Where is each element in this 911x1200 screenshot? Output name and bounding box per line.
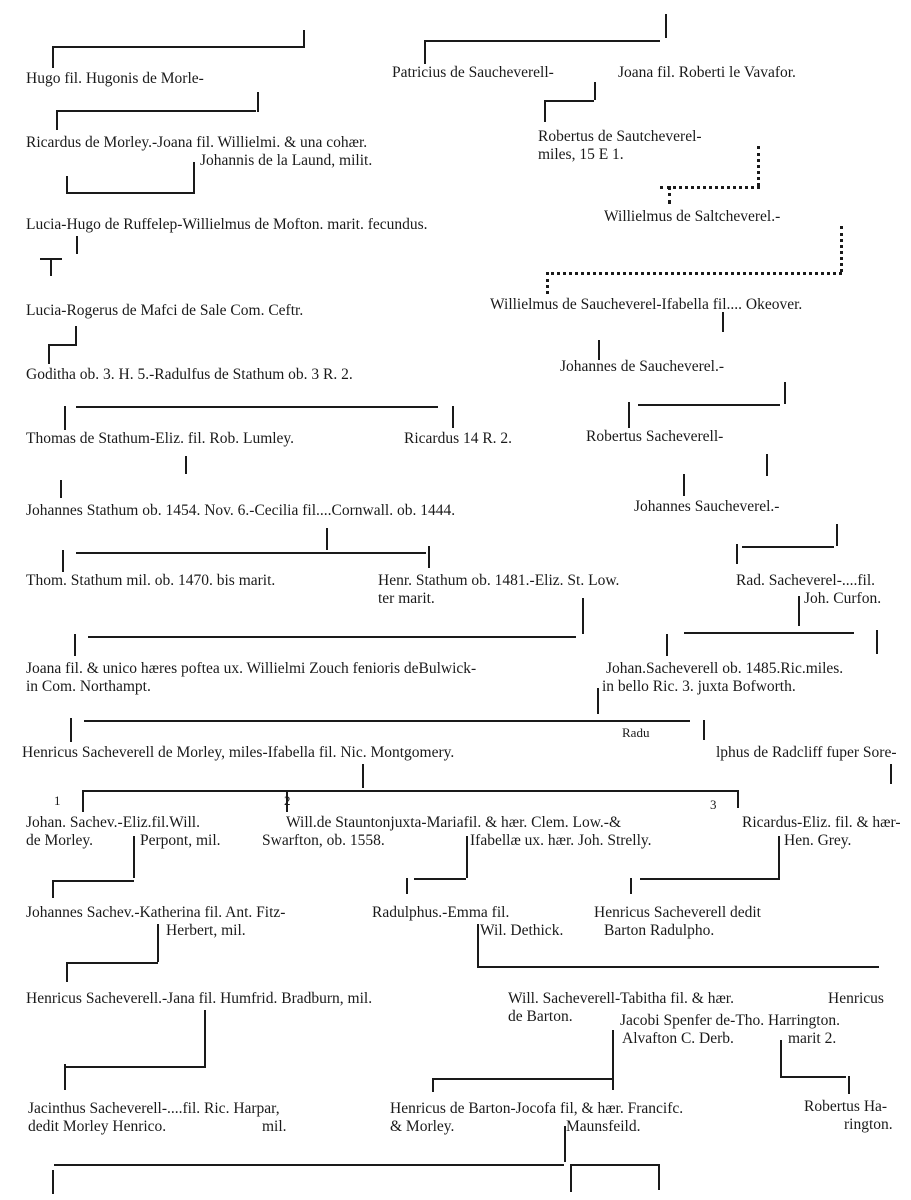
child-number-2: 2 bbox=[284, 793, 291, 808]
connector-line bbox=[798, 596, 800, 626]
dotted-connector bbox=[660, 186, 760, 189]
connector-line bbox=[76, 406, 438, 408]
couple-rad-sacheverel-note: Joh. Curfon. bbox=[804, 590, 882, 607]
dotted-connector bbox=[840, 226, 843, 272]
connector-line bbox=[52, 46, 304, 48]
child-number-1: 1 bbox=[54, 793, 61, 808]
couple-jacinthus-sacheverell: Jacinthus Sacheverell-....fil. Ric. Harpar, bbox=[28, 1100, 280, 1117]
couple-will-sacheverell-note: de Barton. bbox=[508, 1008, 573, 1025]
connector-line bbox=[597, 688, 599, 714]
couple-thomas-de-stathum: Thomas de Stathum-Eliz. fil. Rob. Lumley. bbox=[26, 430, 295, 447]
connector-line bbox=[66, 192, 194, 194]
couple-henricus-de-barton-note: & Morley. bbox=[390, 1118, 455, 1135]
connector-line bbox=[54, 1164, 564, 1166]
dotted-connector bbox=[668, 186, 671, 204]
connector-line bbox=[452, 406, 454, 428]
connector-line bbox=[477, 966, 879, 968]
couple-will-de-staunton-note: Swarfton, ob. 1558. bbox=[262, 832, 385, 849]
connector-line bbox=[778, 836, 780, 878]
connector-line bbox=[204, 1010, 206, 1066]
connector-line bbox=[88, 636, 576, 638]
couple-jacinthus-note: dedit Morley Henrico. bbox=[28, 1118, 167, 1135]
person-radulphus-fragment: Radu bbox=[622, 725, 650, 740]
person-johannes-de-saucheverel: Johannes de Saucheverel.- bbox=[560, 358, 724, 375]
couple-tabitha-note: Alvafton C. Derb. bbox=[622, 1030, 734, 1047]
couple-willielmus-ifabella: Willielmus de Saucheverel-Ifabella fil.... Okeover. bbox=[490, 296, 803, 313]
couple-harrington-note: marit 2. bbox=[788, 1030, 837, 1047]
couple-joana-zouch-note: in Com. Northampt. bbox=[26, 678, 151, 695]
connector-line bbox=[133, 836, 135, 878]
connector-line bbox=[414, 878, 466, 880]
connector-line bbox=[52, 46, 54, 68]
couple-ricardus-note: Johannis de la Laund, milit. bbox=[200, 152, 373, 169]
person-robertus-sacheverell: Robertus Sacheverell- bbox=[586, 428, 724, 445]
connector-line bbox=[185, 456, 187, 474]
person-willielmus-de-saltcheverel: Willielmus de Saltcheverel.- bbox=[604, 208, 781, 225]
connector-line bbox=[780, 1040, 782, 1078]
person-robertus-harington-note: rington. bbox=[844, 1116, 893, 1133]
couple-ricardus-de-morley: Ricardus de Morley.-Joana fil. Willielmi. & una cohær. bbox=[26, 134, 368, 151]
person-henricus-right: Henricus bbox=[828, 990, 884, 1007]
connector-line bbox=[640, 878, 780, 880]
connector-line bbox=[424, 40, 660, 42]
connector-line bbox=[598, 340, 600, 360]
connector-line bbox=[594, 82, 596, 100]
connector-line bbox=[784, 382, 786, 404]
connector-line bbox=[630, 878, 632, 894]
child-number-3: 3 bbox=[710, 797, 717, 812]
connector-line bbox=[612, 1030, 614, 1090]
couple-will-sacheverell-tabitha: Will. Sacheverell-Tabitha fil. & hær. bbox=[508, 990, 734, 1007]
couple-rad-sacheverel: Rad. Sacheverel-....fil. bbox=[736, 572, 876, 589]
connector-line bbox=[64, 1064, 66, 1090]
family-lucia-hugo: Lucia-Hugo de Ruffelep-Willielmus de Mofton. marit. fecundus. bbox=[26, 216, 428, 233]
dotted-connector bbox=[546, 272, 842, 275]
person-joana-le-vavasor: Joana fil. Roberti le Vavafor. bbox=[618, 64, 796, 81]
couple-jocosa-note: Maunsfeild. bbox=[566, 1118, 641, 1135]
person-robertus-de-sautcheverel: Robertus de Sautcheverel- bbox=[538, 128, 702, 145]
connector-line bbox=[570, 1164, 572, 1192]
connector-line bbox=[703, 720, 705, 740]
couple-johan-sachev-note: de Morley. bbox=[26, 832, 94, 849]
connector-line bbox=[257, 92, 259, 112]
connector-line bbox=[52, 880, 54, 898]
connector-line bbox=[665, 14, 667, 38]
connector-line bbox=[52, 1170, 54, 1194]
connector-line bbox=[66, 962, 68, 982]
person-ricardus: Ricardus 14 R. 2. bbox=[404, 430, 513, 447]
connector-line bbox=[52, 880, 134, 882]
connector-line bbox=[66, 962, 158, 964]
couple-joana-zouch: Joana fil. & unico hæres poftea ux. Willielmi Zouch fenioris deBulwick- bbox=[26, 660, 477, 677]
connector-line bbox=[193, 162, 195, 194]
person-henricus-sacheverell-dedit: Henricus Sacheverell dedit bbox=[594, 904, 761, 921]
person-radulphus-de-radcliff: lphus de Radcliff fuper Sore- bbox=[716, 744, 897, 761]
connector-line bbox=[70, 718, 72, 742]
connector-line bbox=[876, 630, 878, 654]
couple-johannes-stathum: Johannes Stathum ob. 1454. Nov. 6.-Cecilia fil....Cornwall. ob. 1444. bbox=[26, 502, 456, 519]
connector-line bbox=[326, 528, 328, 550]
couple-emma-note: Wil. Dethick. bbox=[480, 922, 564, 939]
person-johan-sacheverell-note: in bello Ric. 3. juxta Bofworth. bbox=[602, 678, 796, 695]
couple-henricus-jana: Henricus Sacheverell.-Jana fil. Humfrid. Bradburn, mil. bbox=[26, 990, 373, 1007]
connector-line bbox=[780, 1076, 846, 1078]
connector-line bbox=[76, 552, 426, 554]
connector-line bbox=[56, 110, 256, 112]
connector-line bbox=[890, 764, 892, 784]
connector-line bbox=[742, 546, 834, 548]
connector-line bbox=[766, 454, 768, 476]
person-patricius-de-saucheverell: Patricius de Saucheverell- bbox=[392, 64, 554, 81]
connector-line bbox=[48, 344, 76, 346]
couple-henr-stathum: Henr. Stathum ob. 1481.-Eliz. St. Low. bbox=[378, 572, 620, 589]
connector-line bbox=[658, 1164, 660, 1190]
couple-goditha-radulfus: Goditha ob. 3. H. 5.-Radulfus de Stathum ob. 3 R. 2. bbox=[26, 366, 353, 383]
dotted-connector bbox=[757, 146, 760, 186]
couple-henr-stathum-note: ter marit. bbox=[378, 590, 435, 607]
connector-line bbox=[76, 236, 78, 254]
couple-johannes-sachev-katherina: Johannes Sachev.-Katherina fil. Ant. Fitz- bbox=[26, 904, 286, 921]
couple-henricus-de-barton-jocosa: Henricus de Barton-Jocofa fil, & hær. Francifc. bbox=[390, 1100, 684, 1117]
couple-henricus-sacheverell: Henricus Sacheverell de Morley, miles-Ifabella fil. Nic. Montgomery. bbox=[22, 744, 455, 761]
couple-lucia-rogerus: Lucia-Rogerus de Mafci de Sale Com. Ceftr. bbox=[26, 302, 304, 319]
connector-line bbox=[82, 790, 738, 792]
connector-line bbox=[736, 544, 738, 564]
person-thom-stathum: Thom. Stathum mil. ob. 1470. bis marit. bbox=[26, 572, 276, 589]
connector-line bbox=[544, 100, 594, 102]
connector-line bbox=[666, 634, 668, 656]
couple-johan-sachev: Johan. Sachev.-Eliz.fil.Will. bbox=[26, 814, 200, 831]
connector-line bbox=[48, 344, 50, 364]
connector-line bbox=[64, 406, 66, 430]
connector-line bbox=[432, 1078, 614, 1080]
couple-ricardus-eliz-note: Hen. Grey. bbox=[784, 832, 852, 849]
connector-line bbox=[582, 598, 584, 634]
connector-line bbox=[56, 110, 58, 130]
connector-line bbox=[466, 836, 468, 878]
connector-line bbox=[62, 550, 64, 572]
connector-line bbox=[684, 632, 854, 634]
connector-line bbox=[60, 480, 62, 498]
couple-will-de-staunton: Will.de Stauntonjuxta-Mariafil. & hær. Clem. Low.-& bbox=[286, 814, 622, 831]
couple-tabitha-harrington: Jacobi Spenfer de-Tho. Harrington. bbox=[620, 1012, 840, 1029]
person-hugo-de-morley: Hugo fil. Hugonis de Morle- bbox=[26, 70, 204, 87]
connector-line bbox=[157, 924, 159, 962]
connector-line bbox=[362, 764, 364, 788]
person-johan-sacheverell: Johan.Sacheverell ob. 1485.Ric.miles. bbox=[606, 660, 844, 677]
connector-line bbox=[628, 402, 630, 428]
connector-line bbox=[50, 258, 52, 276]
connector-line bbox=[737, 790, 739, 808]
connector-line bbox=[75, 326, 77, 346]
connector-line bbox=[84, 720, 690, 722]
connector-line bbox=[82, 790, 84, 812]
person-robertus-harington: Robertus Ha- bbox=[804, 1098, 888, 1115]
connector-line bbox=[66, 176, 68, 194]
couple-ricardus-eliz: Ricardus-Eliz. fil. & hær- bbox=[742, 814, 901, 831]
connector-line bbox=[64, 1066, 206, 1068]
couple-katherina-note: Herbert, mil. bbox=[166, 922, 246, 939]
couple-radulphus-emma: Radulphus.-Emma fil. bbox=[372, 904, 510, 921]
connector-line bbox=[683, 474, 685, 496]
connector-line bbox=[638, 404, 780, 406]
person-robertus-note: miles, 15 E 1. bbox=[538, 146, 624, 163]
couple-harpar-note: mil. bbox=[262, 1118, 287, 1135]
connector-line bbox=[406, 878, 408, 894]
connector-line bbox=[432, 1078, 434, 1092]
connector-line bbox=[570, 1164, 658, 1166]
connector-line bbox=[836, 524, 838, 546]
connector-line bbox=[477, 924, 479, 968]
connector-line bbox=[74, 634, 76, 656]
person-johannes-saucheverel: Johannes Saucheverel.- bbox=[634, 498, 780, 515]
connector-line bbox=[424, 40, 426, 64]
person-henricus-sacheverell-dedit-note: Barton Radulpho. bbox=[604, 922, 715, 939]
connector-line bbox=[303, 30, 305, 48]
connector-line bbox=[848, 1076, 850, 1094]
couple-maria-note: Ifabellæ ux. hær. Joh. Strelly. bbox=[470, 832, 652, 849]
dotted-connector bbox=[546, 272, 549, 294]
connector-line bbox=[544, 100, 546, 122]
connector-line bbox=[428, 546, 430, 568]
connector-line bbox=[722, 312, 724, 332]
couple-johan-sachev-wife-note: Perpont, mil. bbox=[140, 832, 221, 849]
